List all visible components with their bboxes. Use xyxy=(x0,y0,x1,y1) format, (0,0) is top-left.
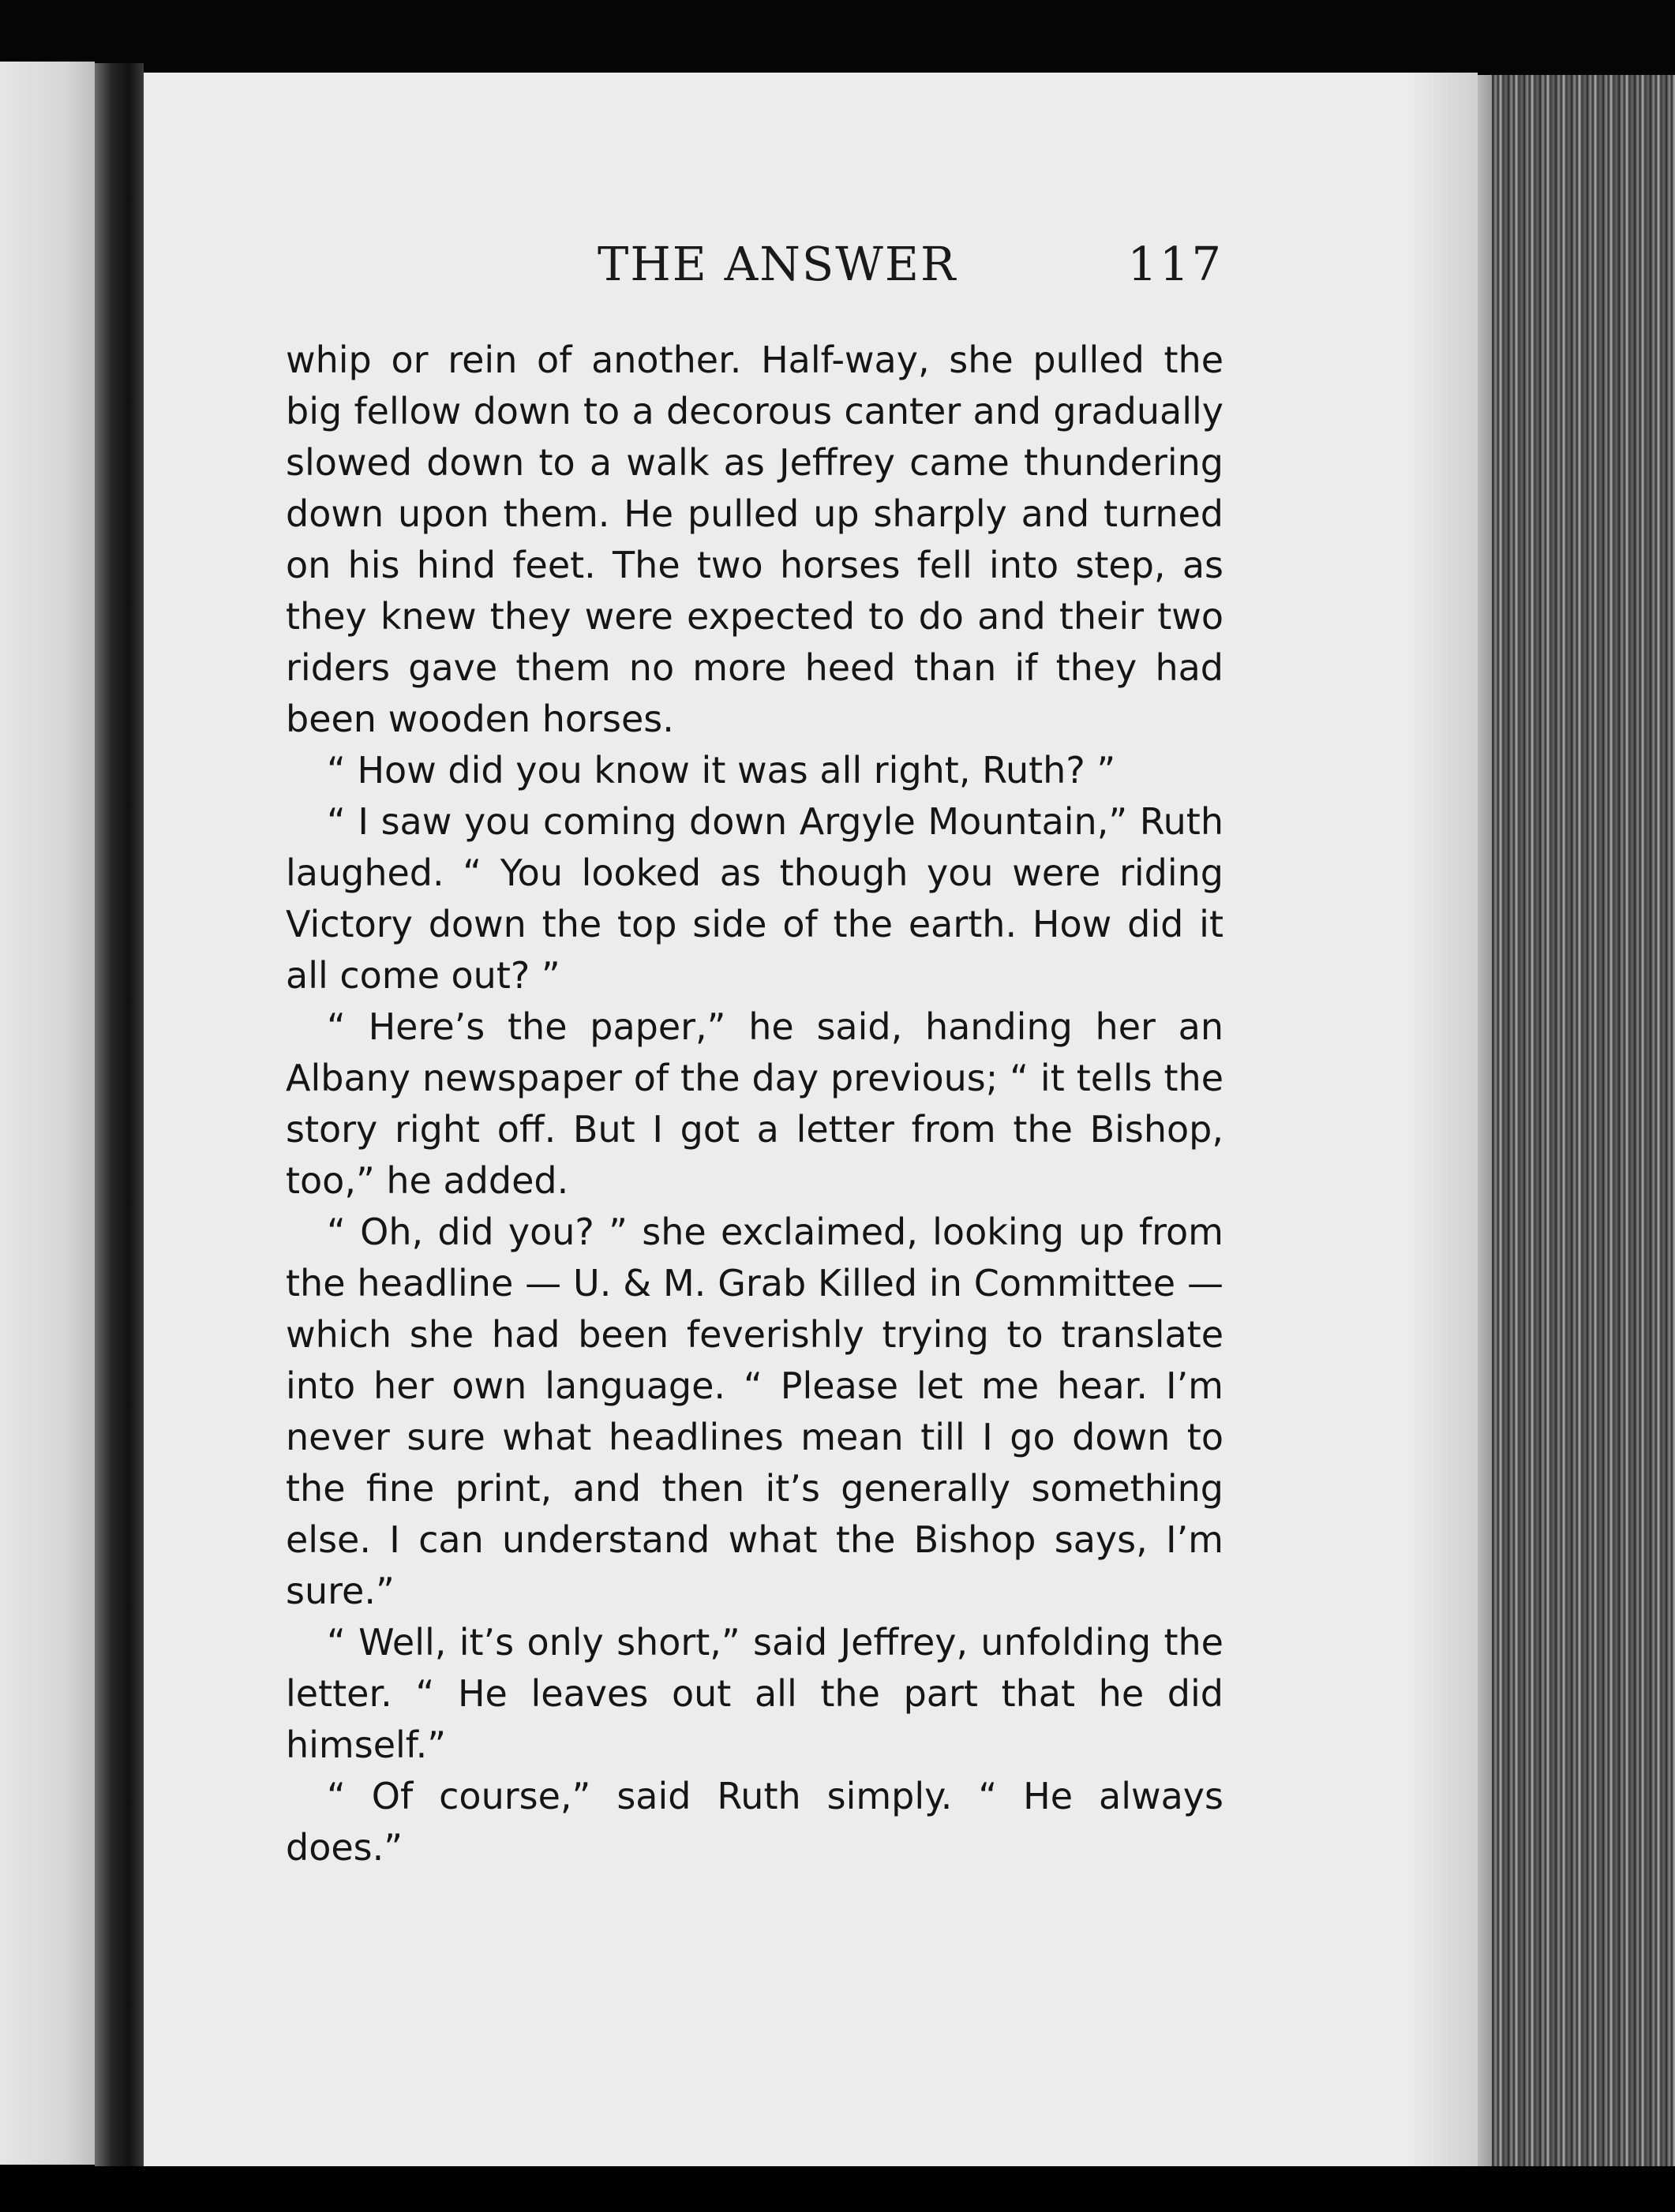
page-fore-edge xyxy=(1478,75,1675,2182)
left-page-edge xyxy=(0,62,95,2165)
paragraph-5: “ Oh, did you? ” she exclaimed, looking up from the headline — U. & M. Grab Killed in Committee — which she had been feverishly trying to translate into her own language. “ Please let me hear. I’m never sure what headlines mean till I go down to the fine print, and then it’s generally something else. I can understand what the Bishop says, I’m sure.” xyxy=(286,1211,1223,1612)
body-text xyxy=(286,335,1223,1873)
paragraph-4: “ Here’s the paper,” he said, handing her an Albany newspaper of the day previous; “ it tells the story right off. But I got a letter from the Bishop, too,” he added. xyxy=(286,1005,1223,1202)
paragraph-3: “ I saw you coming down Argyle Mountain,” Ruth laughed. “ You looked as though you were riding Victory down the top side of the earth. How did it all come out? ” xyxy=(286,800,1223,997)
paragraph-2: “ How did you know it was all right, Ruth? ” xyxy=(327,749,1116,792)
paragraph-1: whip or rein of another. Half-way, she pulled the big fellow down to a decorous canter and gradually slowed down to a walk as Jeffrey came thundering down upon them. He pulled up sharply and turned on his hind feet. The two horses fell into step, as they knew they were expected to do and their two riders gave them no more heed than if they had been wooden horses. xyxy=(286,339,1223,740)
bottom-shadow xyxy=(0,2166,1675,2212)
book-gutter xyxy=(95,63,144,2166)
paragraph-7: “ Of course,” said Ruth simply. “ He always does.” xyxy=(286,1775,1223,1869)
running-head xyxy=(286,237,1223,300)
running-head-title: THE ANSWER xyxy=(598,237,957,291)
paragraph-6: “ Well, it’s only short,” said Jeffrey, unfolding the letter. “ He leaves out all the part that he did himself.” xyxy=(286,1621,1223,1766)
page-number: 117 xyxy=(1127,237,1223,291)
page-shade xyxy=(1407,73,1478,2178)
